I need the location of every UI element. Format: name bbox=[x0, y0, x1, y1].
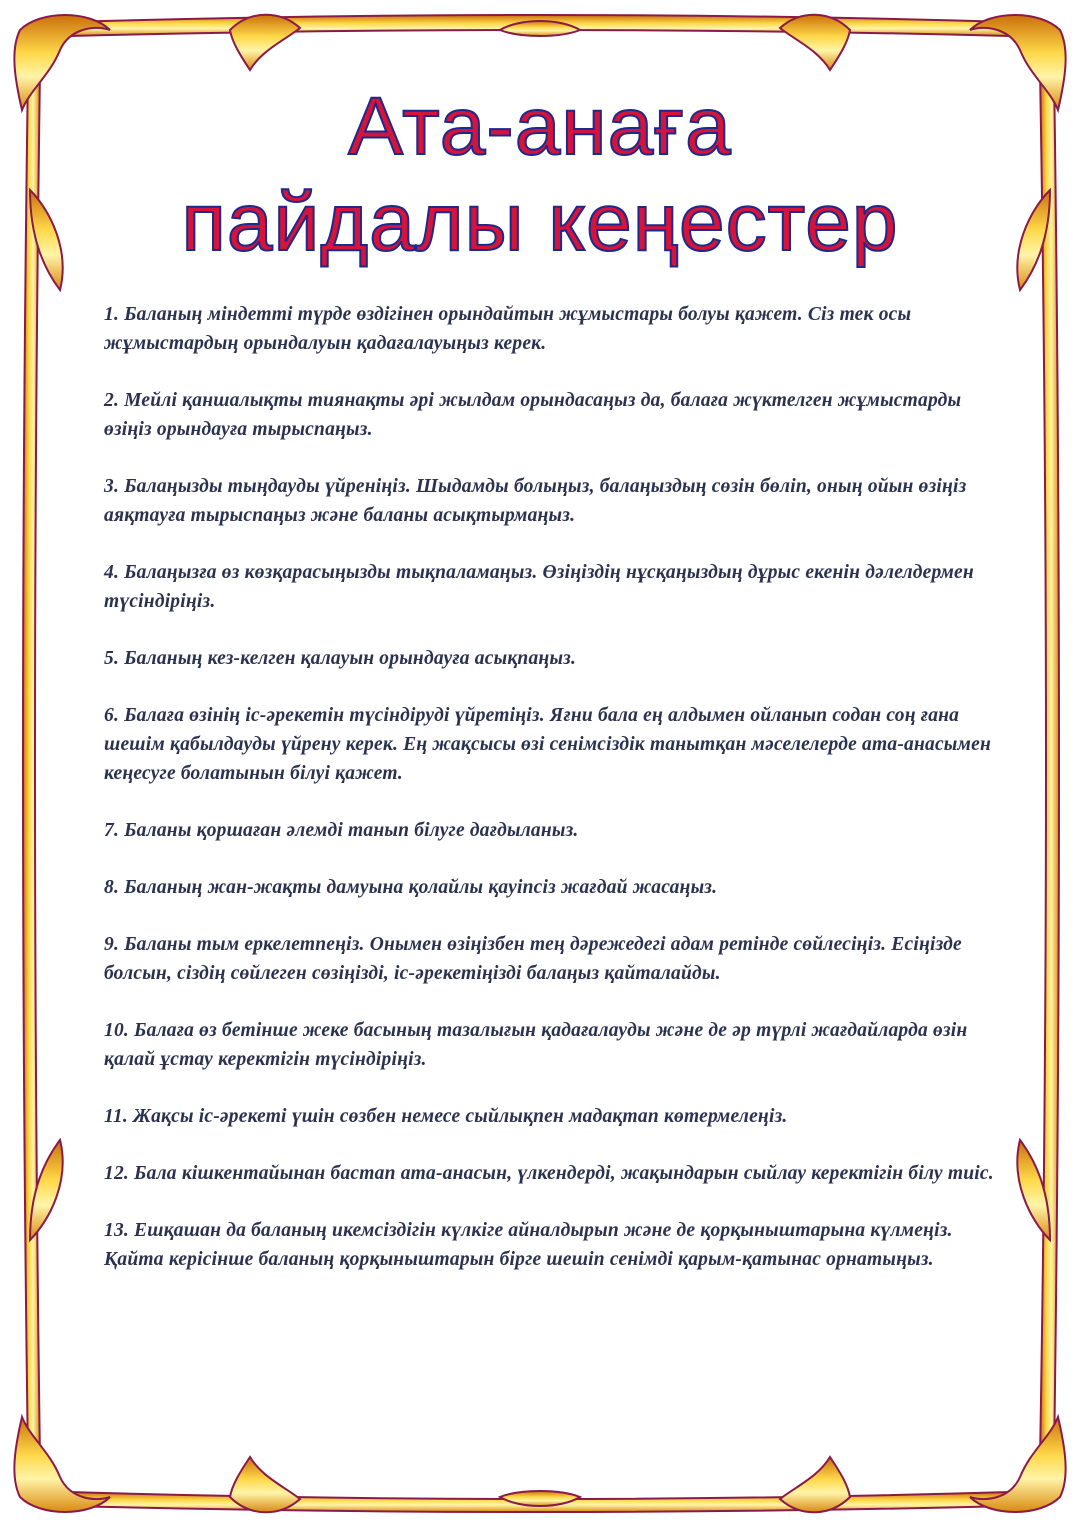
tip-item: 3. Балаңызды тыңдауды үйреніңіз. Шыдамды болыңыз, балаңыздың сөзін бөліп, оның ойын өзіңіз аяқтауға тырыспаңыз және баланы асықтырмаңыз. bbox=[104, 476, 967, 526]
tip-item: 8. Баланың жан-жақты дамуына қолайлы қауіпсіз жағдай жасаңыз. bbox=[104, 877, 718, 898]
tip-item: 2. Мейлі қаншалықты тиянақты әрі жылдам орындасаңыз да, балаға жүктелген жұмыстарды өзіңіз орындауға тырыспаңыз. bbox=[104, 390, 962, 440]
tip-item: 4. Балаңызға өз көзқарасыңызды тықпаламаңыз. Өзіңіздің нұсқаңыздың дұрыс екенін дәлелдермен түсіндіріңіз. bbox=[104, 562, 974, 612]
tip-item: 7. Баланы қоршаған әлемді танып білуге дағдыланыз. bbox=[104, 820, 579, 841]
tip-item: 9. Баланы тым еркелетпеңіз. Онымен өзіңізбен тең дәрежедегі адам ретінде сөйлесіңіз. Есіңізде болсын, сіздің сөйлеген сөзіңізді, іс-әрекетіңізді балаңыз қайталайды. bbox=[104, 934, 962, 984]
tip-item: 10. Балаға өз бетінше жеке басының тазалығын қадағалауды және де әр түрлі жағдайларда өзін қалай ұстау керектігін түсіндіріңіз. bbox=[104, 1020, 968, 1070]
tip-item: 6. Балаға өзінің іс-әрекетін түсіндіруді үйретіңіз. Яғни бала ең алдымен ойланып содан соң ғана шешім қабылдауды үйрену керек. Ең жақсысы өзі сенімсіздік танытқан мәселелерде ата-анасымен кеңесуге болатынын білуі қажет. bbox=[104, 705, 991, 784]
page-title-line-2: пайдалы кеңестер bbox=[181, 177, 899, 268]
page-title-line-1: Ата-анаға bbox=[348, 81, 732, 172]
tip-item: 12. Бала кішкентайынан бастап ата-анасын, үлкендерді, жақындарын сыйлау керектігін білу тиіс. bbox=[104, 1163, 994, 1184]
tips-list bbox=[104, 300, 1004, 1302]
tip-item: 13. Ешқашан да баланың икемсіздігін күлкіге айналдырып және де қорқыныштарына күлмеңіз. Қайта керісінше баланың қорқыныштарын бірге шешіп сенімді қарым-қатынас орнатыңыз. bbox=[104, 1220, 953, 1270]
tip-item: 11. Жақсы іс-әрекеті үшін сөзбен немесе сыйлықпен мадақтап көтермелеңіз. bbox=[104, 1106, 788, 1127]
tip-item: 5. Баланың кез-келген қалауын орындауға асықпаңыз. bbox=[104, 648, 577, 669]
tip-item: 1. Баланың міндетті түрде өздігінен орындайтын жұмыстары болуы қажет. Сіз тек осы жұмыстардың орындалуын қадағалауыңыз керек. bbox=[104, 304, 912, 354]
